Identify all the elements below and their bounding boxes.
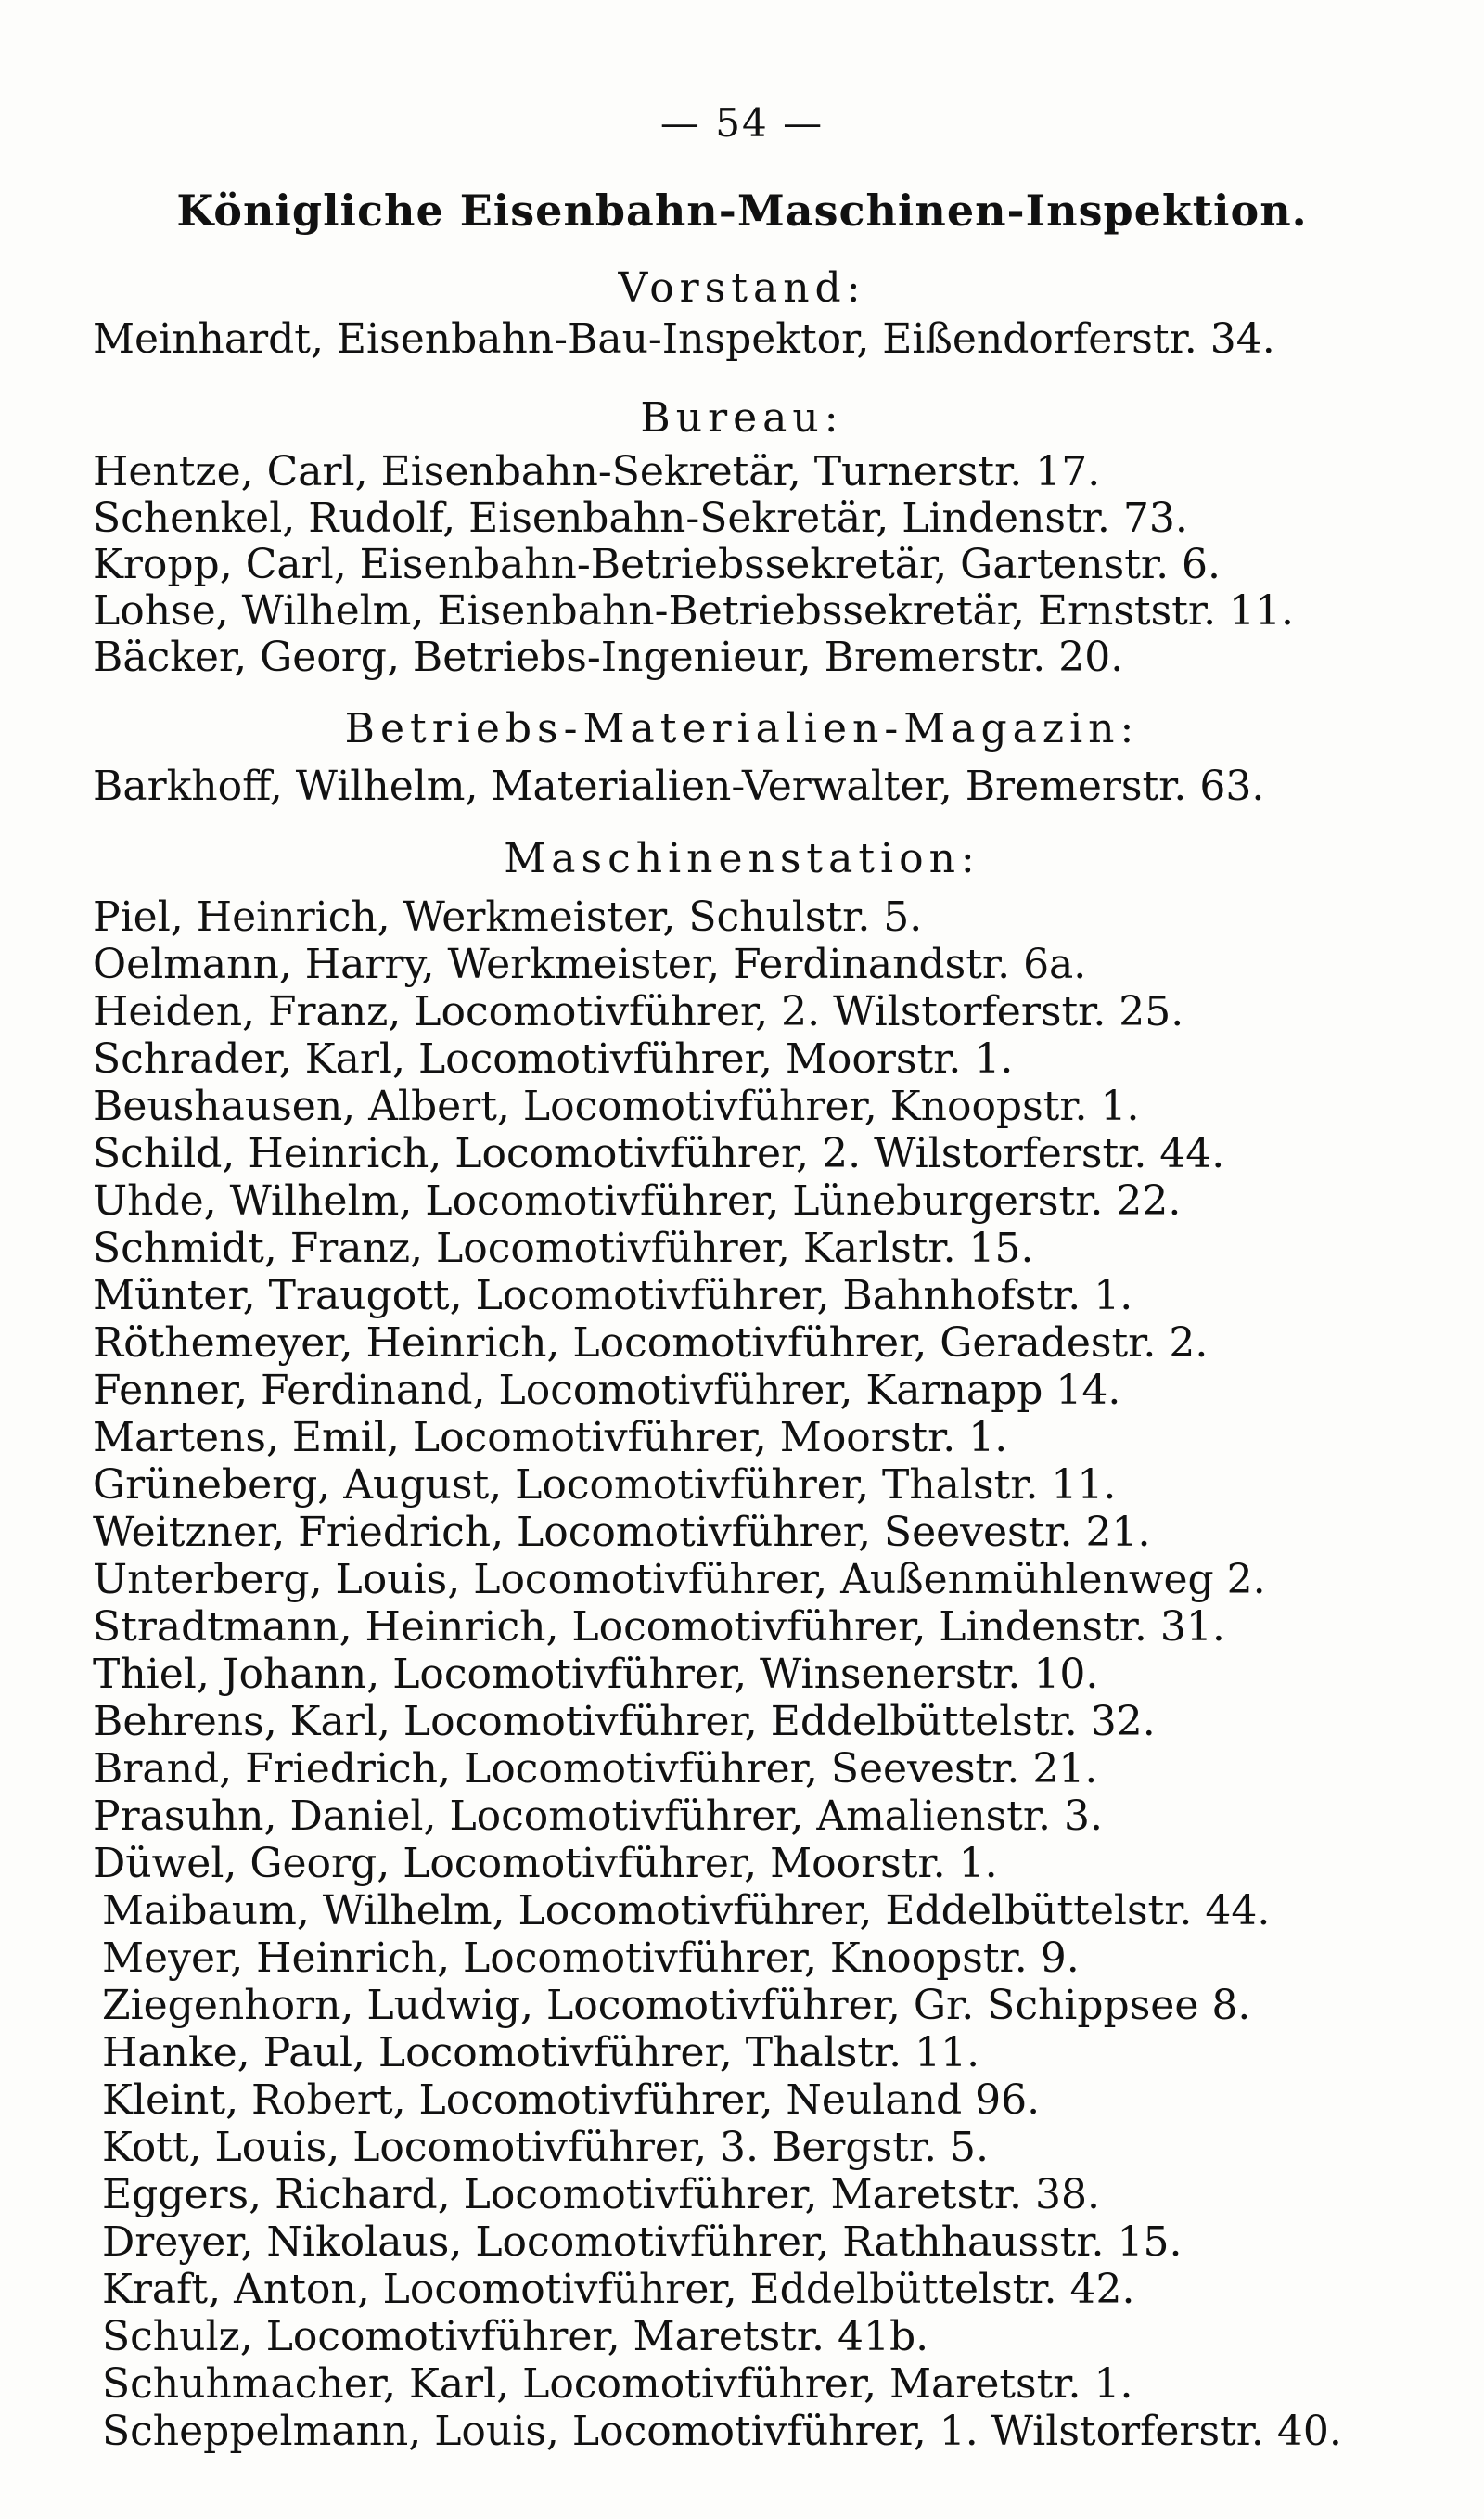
list-item: Barkhoff, Wilhelm, Materialien-Verwalter, Bremerstr. 63. bbox=[93, 763, 1265, 810]
list-item: Dreyer, Nikolaus, Locomotivführer, Rathhausstr. 15. bbox=[102, 2218, 1183, 2266]
list-item: Brand, Friedrich, Locomotivführer, Seevestr. 21. bbox=[93, 1745, 1098, 1793]
list-item: Behrens, Karl, Locomotivführer, Eddelbüttelstr. 32. bbox=[93, 1698, 1156, 1745]
list-item: Hanke, Paul, Locomotivführer, Thalstr. 11. bbox=[102, 2029, 980, 2076]
list-item: Röthemeyer, Heinrich, Locomotivführer, Geradestr. 2. bbox=[93, 1319, 1209, 1367]
list-item: Münter, Traugott, Locomotivführer, Bahnhofstr. 1. bbox=[93, 1272, 1133, 1319]
list-item: Beushausen, Albert, Locomotivführer, Knoopstr. 1. bbox=[93, 1083, 1140, 1130]
list-item: Unterberg, Louis, Locomotivführer, Außenmühlenweg 2. bbox=[93, 1556, 1266, 1603]
list-item: Kropp, Carl, Eisenbahn-Betriebssekretär, Gartenstr. 6. bbox=[93, 541, 1222, 588]
list-item: Schild, Heinrich, Locomotivführer, 2. Wilstorferstr. 44. bbox=[93, 1130, 1225, 1177]
section-heading-vorstand: Vorstand: bbox=[618, 264, 866, 312]
list-item: Kott, Louis, Locomotivführer, 3. Bergstr. 5. bbox=[102, 2124, 990, 2171]
list-item: Weitzner, Friedrich, Locomotivführer, Seevestr. 21. bbox=[93, 1509, 1151, 1556]
section-heading-bureau: Bureau: bbox=[640, 394, 844, 442]
list-item: Ziegenhorn, Ludwig, Locomotivführer, Gr. Schippsee 8. bbox=[102, 1982, 1251, 2029]
list-item: Schrader, Karl, Locomotivführer, Moorstr. 1. bbox=[93, 1035, 1014, 1083]
list-item: Martens, Emil, Locomotivführer, Moorstr. 1. bbox=[93, 1414, 1008, 1461]
list-item: Eggers, Richard, Locomotivführer, Maretstr. 38. bbox=[102, 2171, 1100, 2218]
page-number: — 54 — bbox=[659, 100, 825, 146]
list-item: Piel, Heinrich, Werkmeister, Schulstr. 5. bbox=[93, 893, 923, 941]
page-title: Königliche Eisenbahn-Maschinen-Inspektion. bbox=[176, 186, 1308, 236]
section-heading-maschinenstation: Maschinenstation: bbox=[504, 835, 980, 882]
list-item: Scheppelmann, Louis, Locomotivführer, 1. Wilstorferstr. 40. bbox=[102, 2408, 1342, 2455]
list-item: Meinhardt, Eisenbahn-Bau-Inspektor, Eißendorferstr. 34. bbox=[93, 315, 1275, 363]
list-item: Kraft, Anton, Locomotivführer, Eddelbüttelstr. 42. bbox=[102, 2266, 1135, 2313]
list-item: Uhde, Wilhelm, Locomotivführer, Lüneburgerstr. 22. bbox=[93, 1177, 1182, 1225]
list-item: Prasuhn, Daniel, Locomotivführer, Amalienstr. 3. bbox=[93, 1793, 1103, 1840]
list-item: Fenner, Ferdinand, Locomotivführer, Karnapp 14. bbox=[93, 1367, 1121, 1414]
list-item: Stradtmann, Heinrich, Locomotivführer, Lindenstr. 31. bbox=[93, 1603, 1225, 1651]
list-item: Schulz, Locomotivführer, Maretstr. 41b. bbox=[102, 2313, 929, 2360]
list-item: Lohse, Wilhelm, Eisenbahn-Betriebssekretär, Ernststr. 11. bbox=[93, 587, 1295, 635]
list-item: Düwel, Georg, Locomotivführer, Moorstr. 1. bbox=[93, 1840, 998, 1887]
list-item: Maibaum, Wilhelm, Locomotivführer, Eddelbüttelstr. 44. bbox=[102, 1887, 1271, 1934]
list-item: Schuhmacher, Karl, Locomotivführer, Maretstr. 1. bbox=[102, 2360, 1133, 2408]
list-item: Thiel, Johann, Locomotivführer, Winsenerstr. 10. bbox=[93, 1651, 1099, 1698]
list-item: Hentze, Carl, Eisenbahn-Sekretär, Turnerstr. 17. bbox=[93, 448, 1101, 495]
list-item: Meyer, Heinrich, Locomotivführer, Knoopstr. 9. bbox=[102, 1934, 1080, 1982]
list-item: Oelmann, Harry, Werkmeister, Ferdinandstr. 6a. bbox=[93, 941, 1087, 988]
section-heading-magazin: Betriebs-Materialien-Magazin: bbox=[344, 705, 1140, 752]
list-item: Schmidt, Franz, Locomotivführer, Karlstr. 15. bbox=[93, 1225, 1034, 1272]
list-item: Heiden, Franz, Locomotivführer, 2. Wilstorferstr. 25. bbox=[93, 988, 1184, 1035]
list-item: Grüneberg, August, Locomotivführer, Thalstr. 11. bbox=[93, 1461, 1117, 1509]
list-item: Bäcker, Georg, Betriebs-Ingenieur, Bremerstr. 20. bbox=[93, 634, 1124, 681]
list-item: Kleint, Robert, Locomotivführer, Neuland 96. bbox=[102, 2076, 1041, 2124]
list-item: Schenkel, Rudolf, Eisenbahn-Sekretär, Lindenstr. 73. bbox=[93, 495, 1188, 542]
